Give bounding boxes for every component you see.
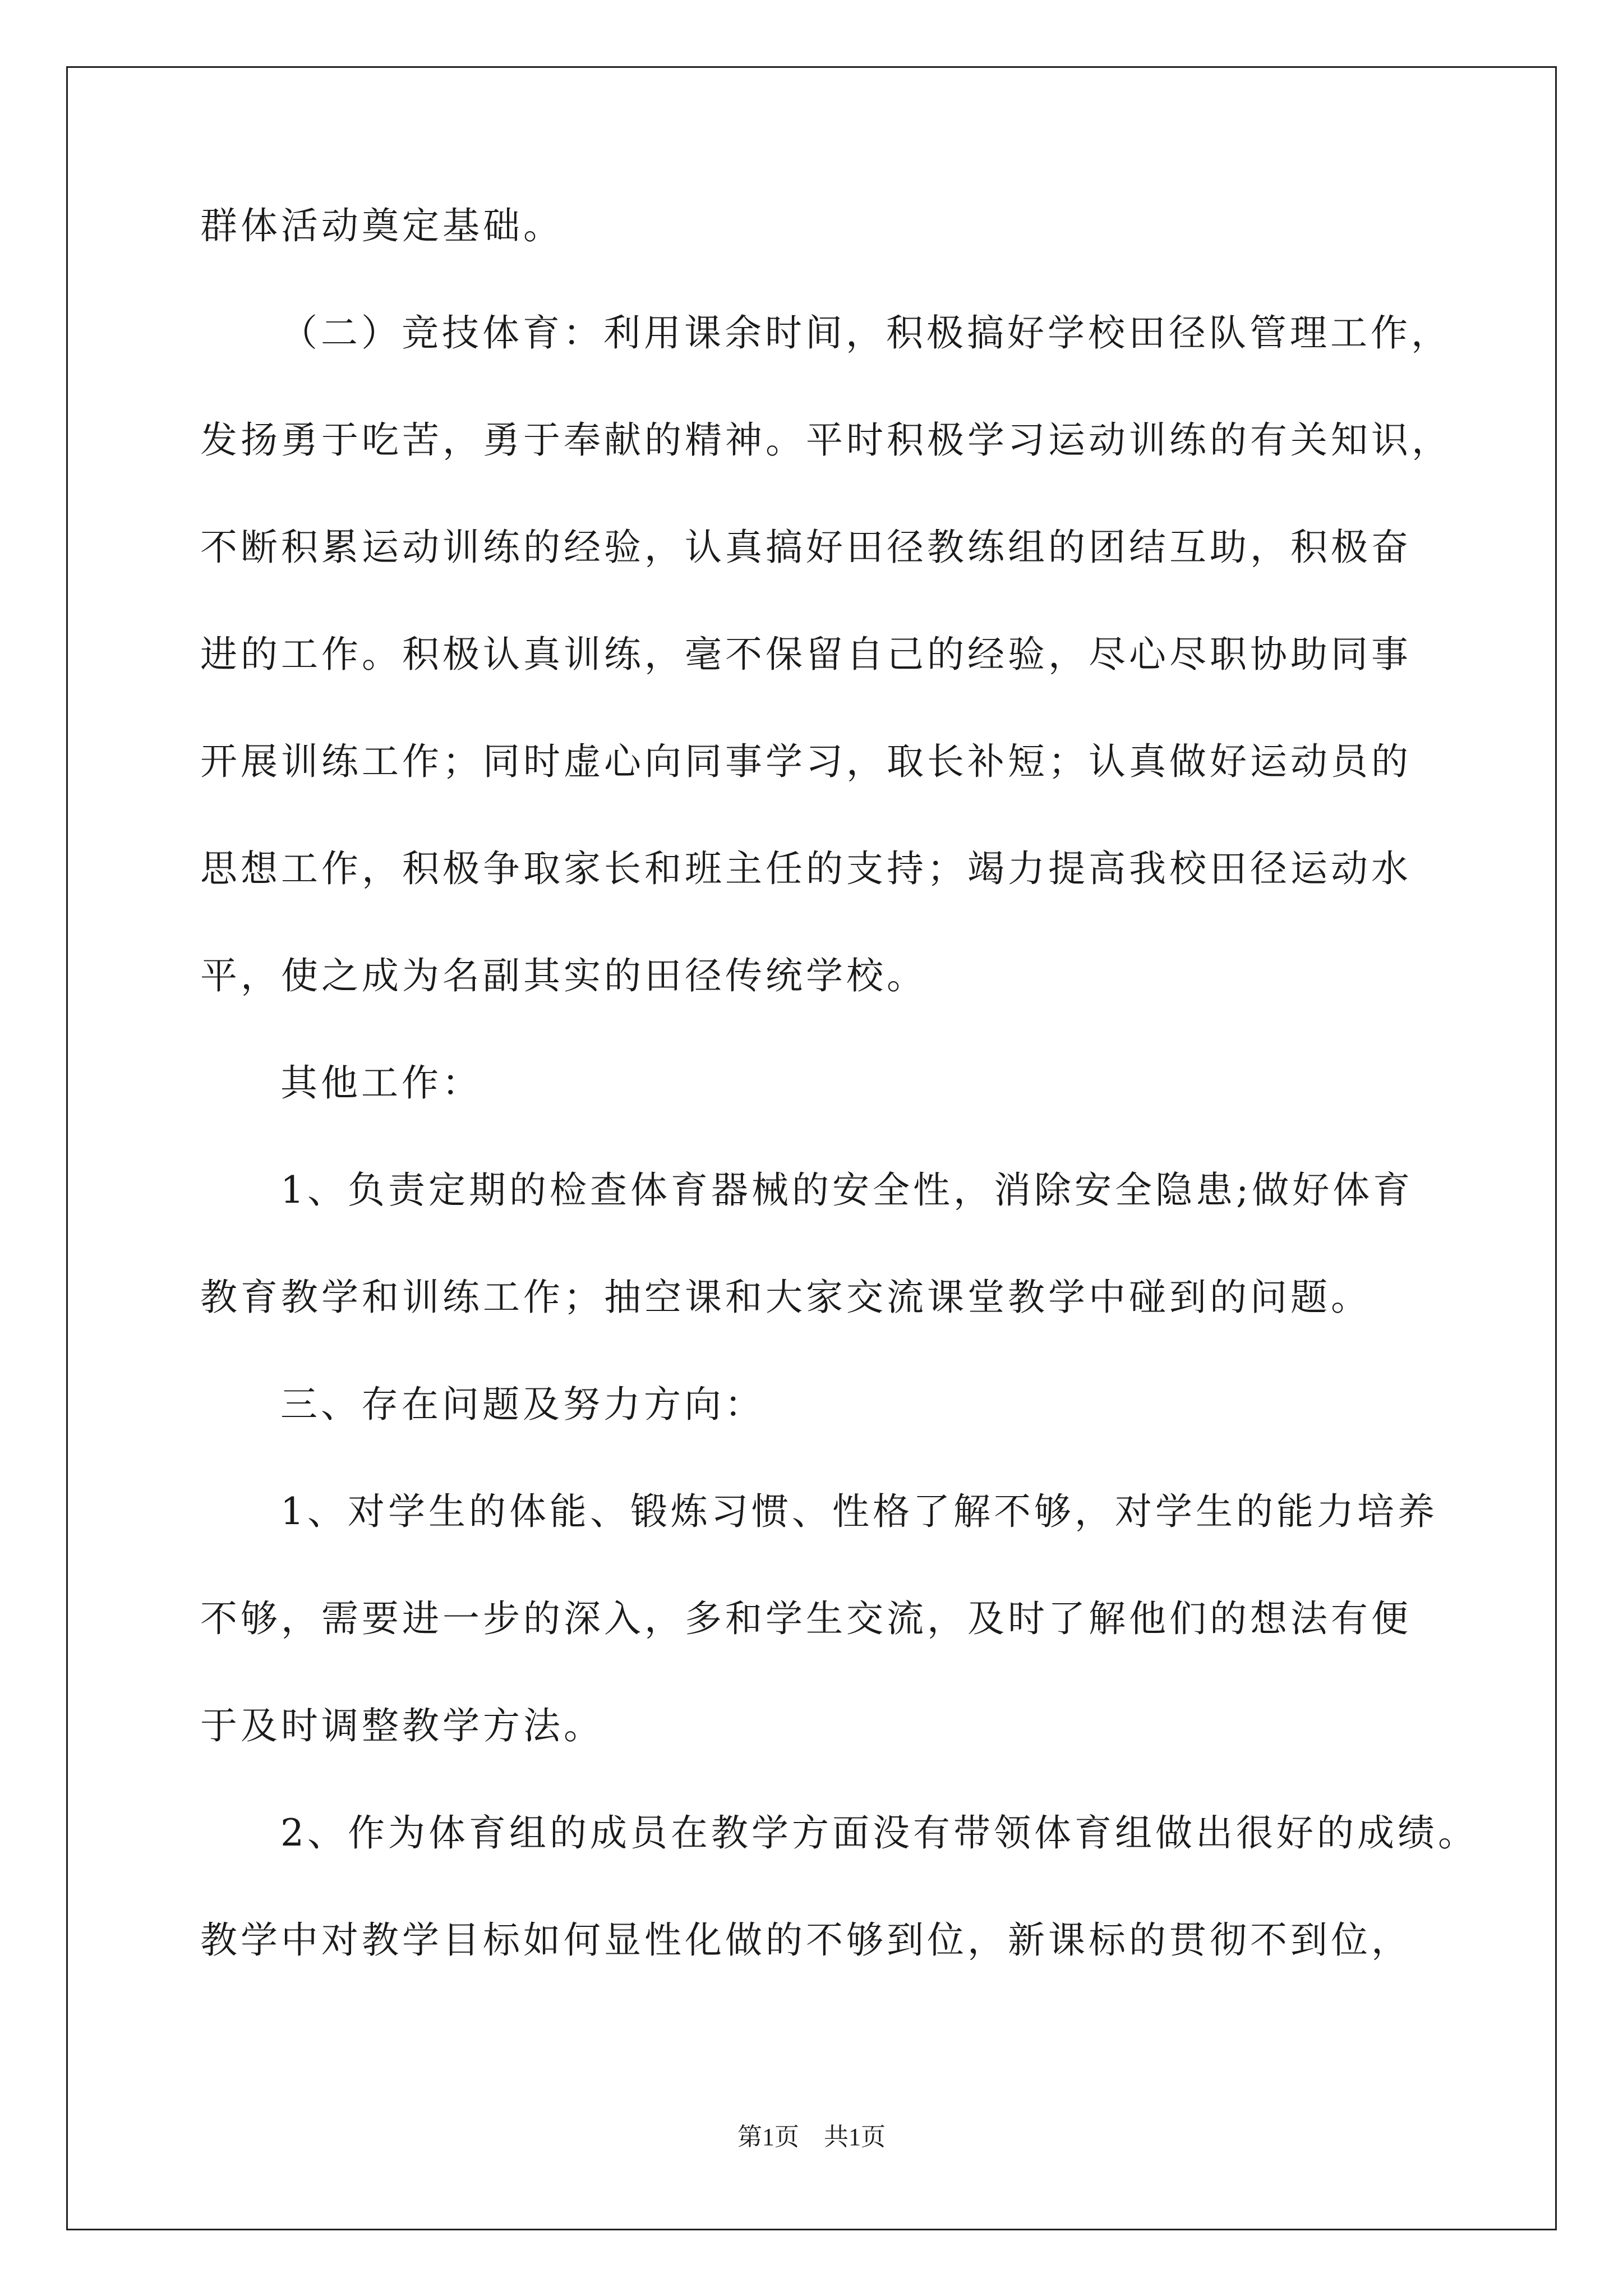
text-line-5: 进的工作。积极认真训练，毫不保留自己的经验，尽心尽职协助同事 (200, 633, 1412, 676)
text-line-1: 群体活动奠定基础。 (200, 204, 564, 247)
text-line-2: （二）竞技体育：利用课余时间，积极搞好学校田径队管理工作， (280, 311, 1451, 355)
text-line-17: 教学中对教学目标如何显性化做的不够到位，新课标的贯彻不到位， (200, 1918, 1412, 1962)
text-line-16: 2、作为体育组的成员在教学方面没有带领体育组做出很好的成绩。 (280, 1811, 1478, 1855)
text-line-3: 发扬勇于吃苦，勇于奉献的精神。平时积极学习运动训练的有关知识， (200, 418, 1452, 462)
text-line-8: 平，使之成为名副其实的田径传统学校。 (200, 954, 927, 997)
text-line-13: 1、对学生的体能、锻炼习惯、性格了解不够，对学生的能力培养 (280, 1490, 1438, 1533)
section-heading-problems: 三、存在问题及努力方向： (280, 1383, 765, 1426)
text-line-6: 开展训练工作；同时虚心向同事学习，取长补短；认真做好运动员的 (200, 740, 1412, 783)
section-heading-other-work: 其他工作： (280, 1061, 482, 1105)
text-line-15: 于及时调整教学方法。 (200, 1704, 604, 1747)
text-line-10: 1、负责定期的检查体育器械的安全性，消除安全隐患;做好体育 (280, 1168, 1414, 1212)
text-line-4: 不断积累运动训练的经验，认真搞好田径教练组的团结互助，积极奋 (200, 526, 1412, 569)
page-number-footer: 第1页 共1页 (737, 2123, 886, 2151)
text-line-11: 教育教学和训练工作；抽空课和大家交流课堂教学中碰到的问题。 (200, 1276, 1371, 1319)
text-line-7: 思想工作，积极争取家长和班主任的支持；竭力提高我校田径运动水 (200, 847, 1412, 890)
text-line-14: 不够，需要进一步的深入，多和学生交流，及时了解他们的想法有便 (200, 1597, 1412, 1640)
document-body (200, 204, 1478, 2029)
